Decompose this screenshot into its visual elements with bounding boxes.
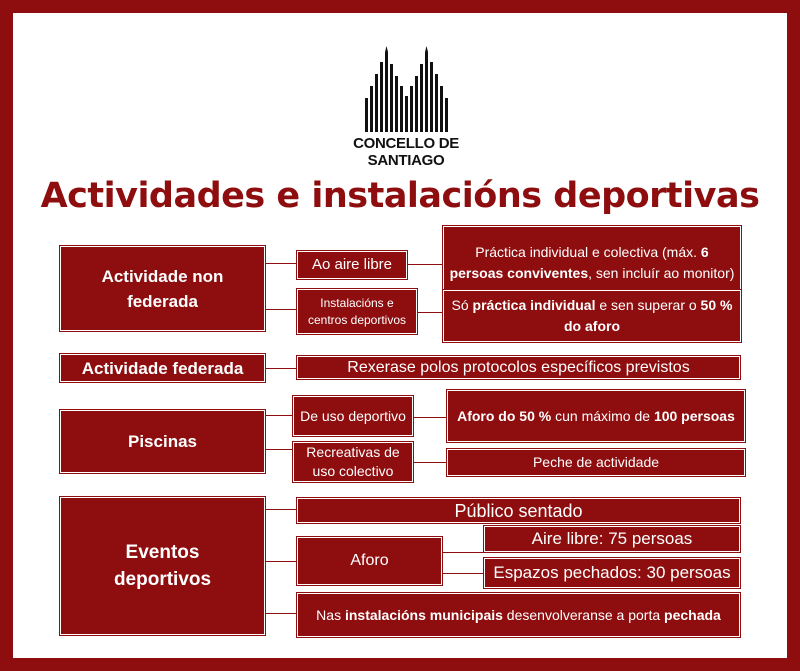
logo-line-2: SANTIAGO [367,152,445,169]
rule-text: Peche de actividade [532,454,660,470]
rule-text: Só práctica individual e sen superar o 50 % do aforo [451,297,733,334]
option-label: Recreativas de uso colectivo [306,444,400,479]
rule-aforo-aire-libre [484,526,740,552]
rule-text: Aforo do 50 % cun máximo de 100 persoas [457,407,735,424]
rule-recreativas [447,449,745,476]
category-non-federada [60,246,265,331]
rule-instalacions [443,290,741,342]
option-label: De uso deportivo [300,407,406,424]
rule-uso-deportivo [447,390,745,442]
logo-line-1: CONCELLO DE [353,135,459,152]
rule-publico-sentado [297,498,740,523]
rule-text: Espazos pechados: 30 persoas [493,563,731,582]
rule-text: Nas instalacións municipais desenvolveranse a porta pechada [316,606,721,623]
option-instalacions [297,289,417,334]
rule-text: Práctica individual e colectiva (máx. 6 persoas conviventes, sen incluír ao monitor) [449,243,735,281]
rule-municipais [297,593,740,637]
option-label: Ao aire libre [311,256,393,273]
rule-text: Aire libre: 75 persoas [531,529,693,548]
option-recreativas [293,442,413,482]
rule-aforo-pechados [484,558,740,588]
category-federada [60,354,265,382]
option-label: Aforo [350,552,389,569]
category-piscinas [60,410,265,473]
category-label: Actividade federada [81,358,244,378]
rule-text: Rexerase polos protocolos específicos previstos [347,358,690,376]
category-label: Actividade non federada [101,266,224,311]
rule-aire-libre [443,226,741,299]
rule-federada [297,356,740,379]
logo-wordmark [331,135,481,169]
option-aforo [297,537,442,585]
option-uso-deportivo [293,396,413,436]
page-title: Actividades e instalacións deportivas [40,176,760,216]
rule-text: Público sentado [454,500,583,521]
category-label: Eventos deportivos [113,542,212,590]
category-label: Piscinas [128,432,197,451]
category-eventos [60,497,265,635]
option-label: Instalacións e centros deportivos [307,295,407,327]
option-aire-libre [297,251,407,279]
